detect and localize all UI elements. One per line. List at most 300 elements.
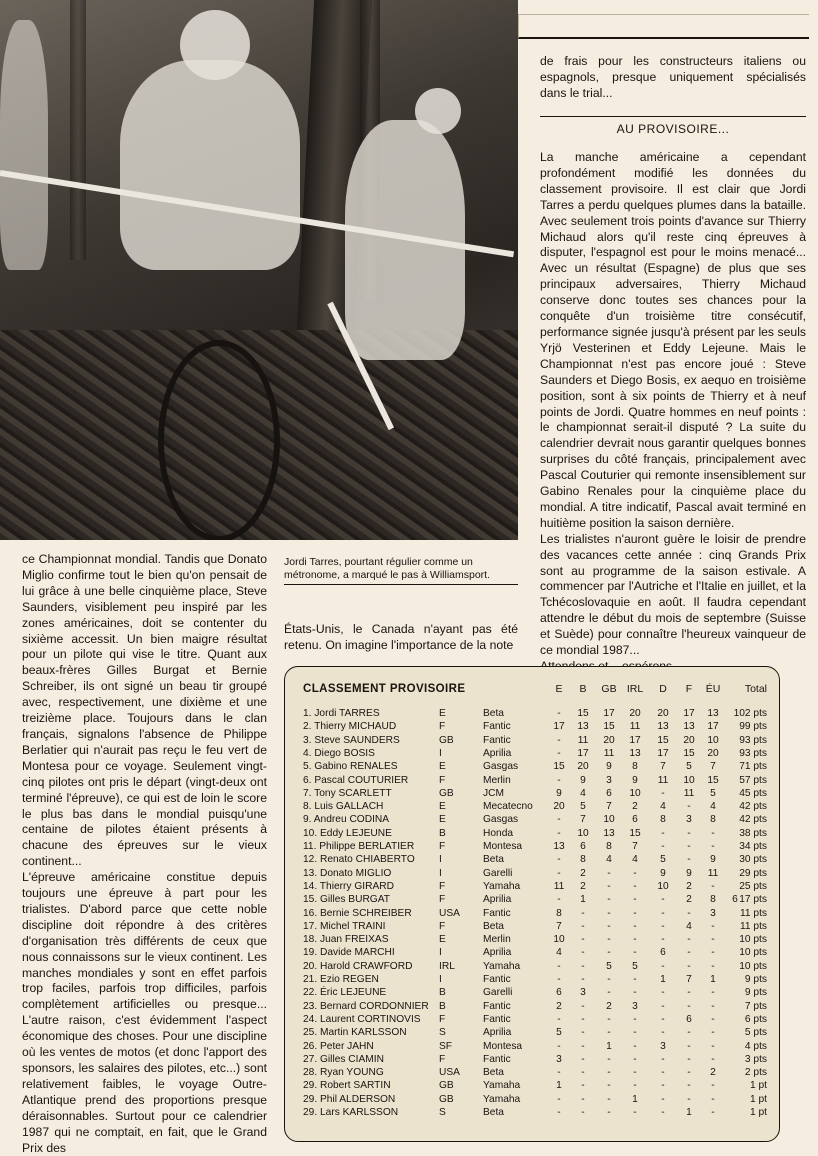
- round-score: -: [661, 907, 665, 919]
- rider-total: 34 pts: [739, 841, 767, 852]
- round-score: 8: [556, 907, 562, 919]
- round-score: -: [711, 960, 715, 972]
- rider-total: 10 pts: [739, 947, 767, 959]
- rider-name: 8. Luis GALLACH: [303, 801, 384, 813]
- round-score: 17: [657, 747, 669, 759]
- round-score: -: [687, 947, 691, 959]
- rider-total: 30 pts: [739, 854, 767, 866]
- page-header-bar: [518, 0, 818, 36]
- round-score: -: [661, 987, 665, 999]
- round-score: -: [633, 1080, 637, 1092]
- round-score: -: [557, 774, 561, 786]
- round-score: -: [687, 1040, 691, 1052]
- round-score: -: [633, 1107, 637, 1118]
- rider-make: Fantic: [483, 734, 511, 746]
- rider-total: 102 pts: [733, 708, 767, 719]
- round-score: -: [687, 841, 691, 852]
- rider-name: 6. Pascal COUTURIER: [303, 774, 409, 786]
- round-score: -: [633, 907, 637, 919]
- rider-name: 1. Jordi TARRES: [303, 708, 380, 719]
- table-row: [285, 827, 779, 840]
- round-score: 11: [577, 734, 589, 746]
- round-score: 3: [632, 1000, 638, 1012]
- rider-nationality: I: [439, 974, 442, 985]
- round-score: 20: [657, 708, 669, 719]
- round-score: 8: [710, 814, 716, 826]
- rider-make: Fantic: [483, 907, 511, 919]
- round-score: -: [711, 1093, 715, 1105]
- paragraph: La manche américaine a cependant profondément modifié les données du classement provisoire. Il est clair que Jordi Tarres a perdu quelques plumes dans la bataille. Avec seulement trois points d'avance sur Thierry Michaud alors qu'il reste cinq épreuves à disputer, l'espagnol est pour le moins menacé... Avec un résultat (Espagne) de plus que ses principaux adversaires, Thierry Michaud conserve donc toutes ses chances pour la conquête d'un troisième titre consécutif, performance signée jusqu'à présent par les seuls Yrjö Vesterinen et Eddy Lejeune. Mais le Championnat n'est pas encore joué : Steve Saunders et Diego Bosis, ex aequo en troisième position, sont à six points de Thierry et à neuf points de Jordi. Quatre hommes en neuf points : le championnat serait-il disputé ? La suite du calendrier devrait nous garantir quelques bonnes surprises du côté français, principalement avec Pascal Couturier qui remonte insensiblement sur Gabino Renales pour la cinquième place du mondial. A titre indicatif, Pascal avait terminé en huitième position la saison dernière.: [540, 150, 806, 530]
- round-score: -: [557, 894, 561, 906]
- round-score: -: [557, 1013, 561, 1025]
- rider-nationality: F: [439, 841, 446, 852]
- standings-table: [284, 666, 780, 1142]
- rider-make: Honda: [483, 827, 514, 839]
- rider-name: 15. Gilles BURGAT: [303, 894, 390, 906]
- round-score: 1: [606, 1040, 612, 1052]
- round-score: 7: [556, 920, 562, 932]
- table-row: [285, 1053, 779, 1066]
- round-score: -: [581, 960, 585, 972]
- round-score: 9: [660, 867, 666, 879]
- round-score: -: [687, 1067, 691, 1079]
- round-score: -: [557, 867, 561, 879]
- round-score: -: [557, 854, 561, 866]
- round-score: -: [607, 1080, 611, 1092]
- round-score: 3: [580, 987, 586, 999]
- table-row: [285, 973, 779, 986]
- round-score: 1: [556, 1080, 562, 1092]
- table-row: [285, 1079, 779, 1092]
- round-score: 9: [580, 774, 586, 786]
- round-score: -: [607, 907, 611, 919]
- round-score: 2: [556, 1000, 562, 1012]
- rider-make: Montesa: [483, 1040, 523, 1052]
- round-score: -: [607, 1067, 611, 1079]
- round-score: 3: [660, 1040, 666, 1052]
- round-score: 11: [629, 721, 641, 733]
- round-score: 4: [556, 947, 562, 959]
- rider-nationality: SF: [439, 1040, 453, 1052]
- rider-total: 42 pts: [739, 801, 767, 813]
- round-score: -: [581, 1040, 585, 1052]
- round-score: -: [557, 960, 561, 972]
- table-header: E: [555, 683, 563, 695]
- round-score: 8: [632, 761, 638, 773]
- round-score: 5: [580, 801, 586, 813]
- round-score: -: [633, 974, 637, 985]
- rider-make: JCM: [483, 787, 504, 799]
- rider-total: 2 pts: [744, 1067, 767, 1079]
- table-header: F: [685, 683, 693, 695]
- round-score: -: [661, 1027, 665, 1039]
- rider-total: 1 pt: [750, 1080, 767, 1092]
- rider-name: 13. Donato MIGLIO: [303, 867, 392, 879]
- rider-total: 93 pts: [739, 734, 767, 746]
- round-score: 4: [606, 854, 612, 866]
- round-score: 1: [710, 974, 716, 985]
- round-score: 2: [686, 880, 692, 892]
- rider-nationality: GB: [439, 1080, 454, 1092]
- round-score: -: [687, 987, 691, 999]
- round-score: -: [607, 987, 611, 999]
- round-score: 17: [553, 721, 565, 733]
- round-score: 20: [603, 734, 615, 746]
- rider-nationality: F: [439, 774, 446, 786]
- round-score: 15: [707, 774, 719, 786]
- round-score: -: [557, 1107, 561, 1118]
- round-score: 17: [707, 721, 719, 733]
- round-score: 11: [657, 774, 669, 786]
- table-row: [285, 720, 779, 733]
- table-row: [285, 986, 779, 999]
- rider-make: Merlin: [483, 934, 511, 946]
- table-row: [285, 734, 779, 747]
- rider-nationality: E: [439, 814, 446, 826]
- round-score: -: [607, 947, 611, 959]
- round-score: 5: [686, 761, 692, 773]
- round-score: 4: [710, 801, 716, 813]
- rider-name: 11. Philippe BERLATIER: [303, 841, 415, 852]
- table-row: [285, 774, 779, 787]
- round-score: 10: [683, 774, 695, 786]
- round-score: 6: [686, 1013, 692, 1025]
- round-score: 9: [556, 787, 562, 799]
- round-score: -: [633, 1067, 637, 1079]
- rider-name: 5. Gabino RENALES: [303, 761, 398, 773]
- rider-nationality: E: [439, 708, 446, 719]
- round-score: -: [633, 1040, 637, 1052]
- round-score: 3: [556, 1053, 562, 1065]
- round-score: -: [633, 880, 637, 892]
- rider-name: 22. Éric LEJEUNE: [303, 987, 387, 999]
- round-score: 15: [629, 827, 641, 839]
- rider-total: 9 pts: [744, 987, 767, 999]
- trial-rider-photo: [0, 0, 518, 540]
- round-score: -: [687, 1093, 691, 1105]
- rider-total: 3 pts: [744, 1053, 767, 1065]
- rider-name: 24. Laurent CORTINOVIS: [303, 1013, 421, 1025]
- round-score: -: [661, 1080, 665, 1092]
- paragraph: ce Championnat mondial. Tandis que Donato Miglio confirme tout le bien qu'on pensait de lui grâce à une belle cinquième place, Steve Saunders, visiblement peu inspiré par les zones américaines, doit se contenter du sixième accessit. Un bien maigre résultat pour un pilote qui vise le titre. Quant aux beaux-frères Gilles Burgat et Bernie Schreiber, ils ont signé un beau tir groupé avec, respectivement, une dixième et une treizième place. Toujours dans le clan français, signalons l'absence de Philippe Berlatier qui n'aurait pas reçu le feu vert de Montesa pour ce voyage. Seulement vingt-cinq pilotes ont pris le départ (vingt-deux ont terminé l'épreuve), ce qui est de loin le score le plus bas dans le mondial puisqu'une centaine de pilotes étaient présents à chacune des épreuves sur le vieux continent...: [22, 552, 267, 869]
- round-score: -: [607, 934, 611, 946]
- table-header: D: [659, 683, 667, 695]
- round-score: -: [607, 920, 611, 932]
- rider-name: 10. Eddy LEJEUNE: [303, 827, 392, 839]
- rider-nationality: I: [439, 867, 442, 879]
- round-score: -: [557, 1093, 561, 1105]
- round-score: -: [607, 1053, 611, 1065]
- round-score: -: [557, 1040, 561, 1052]
- round-score: -: [687, 934, 691, 946]
- round-score: -: [661, 827, 665, 839]
- rider-make: Beta: [483, 920, 504, 932]
- rider-name: 2. Thierry MICHAUD: [303, 721, 397, 733]
- round-score: -: [711, 1080, 715, 1092]
- table-row: [285, 747, 779, 760]
- rider-nationality: USA: [439, 1067, 460, 1079]
- rider-nationality: E: [439, 934, 446, 946]
- table-row: [285, 867, 779, 880]
- rider-name: 26. Peter JAHN: [303, 1040, 374, 1052]
- round-score: -: [661, 1107, 665, 1118]
- rider-make: Fantic: [483, 1053, 511, 1065]
- rider-total: 99 pts: [739, 721, 767, 733]
- rider-total: 7 pts: [744, 1000, 767, 1012]
- round-score: 8: [710, 894, 716, 906]
- rider-make: Fantic: [483, 721, 511, 733]
- rider-total: 11 pts: [740, 920, 767, 932]
- rider-make: Yamaha: [483, 960, 521, 972]
- round-score: -: [557, 734, 561, 746]
- rider-nationality: IRL: [439, 960, 455, 972]
- round-score: 10: [603, 814, 615, 826]
- round-score: 5: [556, 1027, 562, 1039]
- table-row: [285, 853, 779, 866]
- rider-nationality: GB: [439, 787, 454, 799]
- rider-name: 16. Bernie SCHREIBER: [303, 907, 412, 919]
- rider-make: Aprilia: [483, 894, 512, 906]
- round-score: -: [661, 787, 665, 799]
- table-row: [285, 1106, 779, 1119]
- rider-total: 5 pts: [744, 1027, 767, 1039]
- round-score: 20: [553, 801, 565, 813]
- rider-total: 9 pts: [744, 974, 767, 985]
- round-score: -: [661, 1053, 665, 1065]
- rider-total: 1 pt: [750, 1107, 767, 1118]
- round-score: 11: [683, 787, 695, 799]
- round-score: -: [661, 934, 665, 946]
- round-score: -: [711, 1040, 715, 1052]
- round-score: -: [581, 1013, 585, 1025]
- rider-name: 25. Martin KARLSSON: [303, 1027, 407, 1039]
- round-score: -: [711, 1053, 715, 1065]
- rider-nationality: I: [439, 947, 442, 959]
- round-score: 4: [580, 787, 586, 799]
- rider-name: 29. Robert SARTIN: [303, 1080, 391, 1092]
- rider-total: 10 pts: [739, 960, 767, 972]
- right-top-text: de frais pour les constructeurs italiens ou espagnols, presque uniquement spécialisés dans le trial...: [540, 54, 806, 100]
- rider-nationality: I: [439, 747, 442, 759]
- round-score: 2: [686, 894, 692, 906]
- table-row: [285, 1000, 779, 1013]
- round-score: 11: [707, 867, 719, 879]
- round-score: -: [581, 947, 585, 959]
- rider-name: 20. Harold CRAWFORD: [303, 960, 413, 972]
- rider-make: Fantic: [483, 1013, 511, 1025]
- table-row: [285, 880, 779, 893]
- rider-make: Yamaha: [483, 1093, 521, 1105]
- round-score: -: [581, 907, 585, 919]
- round-score: -: [661, 1093, 665, 1105]
- round-score: -: [607, 974, 611, 985]
- round-score: -: [711, 827, 715, 839]
- round-score: -: [661, 920, 665, 932]
- rider-nationality: S: [439, 1027, 446, 1039]
- rider-total: 38 pts: [739, 827, 767, 839]
- round-score: -: [581, 1067, 585, 1079]
- round-score: -: [607, 894, 611, 906]
- rider-name: 19. Davide MARCHI: [303, 947, 395, 959]
- round-score: -: [557, 708, 561, 719]
- paragraph: L'épreuve américaine constitue depuis toujours une épreuve à part pour les trialistes. D'abord parce que cette noble discipline doit répondre à des critères d'organisation très différents de ceux que nous connaissons sur le vieux continent. Les manches mondiales y sont en effet parfois trop faciles, parfois trop difficiles, parfois complètement artificielles ou presque... L'autre raison, c'est évidemment l'aspect économique des choses. Pour une discipline où les ventes de motos (et donc l'apport des sponsors, les salaires des pilotes, etc...) sont relativement faibles, le voyage Outre-Atlantique prend des proportions presque déraisonnables. Surtout pour ce calendrier 1987 qui ne comptait, en fait, que le Grand Prix des: [22, 870, 267, 1155]
- round-score: -: [687, 1080, 691, 1092]
- round-score: -: [633, 987, 637, 999]
- round-score: 3: [686, 814, 692, 826]
- rider-nationality: I: [439, 854, 442, 866]
- table-header: Total: [744, 683, 767, 695]
- rider-make: Garelli: [483, 987, 513, 999]
- round-score: 15: [553, 761, 565, 773]
- table-row: [285, 813, 779, 826]
- round-score: -: [711, 1107, 715, 1118]
- round-score: 13: [577, 721, 589, 733]
- round-score: 7: [660, 761, 666, 773]
- rider-make: Fantic: [483, 1000, 511, 1012]
- round-score: -: [711, 1000, 715, 1012]
- round-score: -: [711, 1013, 715, 1025]
- round-score: -: [711, 920, 715, 932]
- round-score: -: [633, 1013, 637, 1025]
- round-score: 1: [580, 894, 586, 906]
- rider-nationality: E: [439, 761, 446, 773]
- section-rule: [540, 116, 806, 117]
- round-score: 7: [580, 814, 586, 826]
- round-score: 1: [660, 974, 666, 985]
- table-row: [285, 800, 779, 813]
- rider-total: 17 pts: [739, 894, 767, 906]
- rider-nationality: USA: [439, 907, 460, 919]
- right-column-text: [540, 150, 806, 675]
- table-header: IRL: [626, 683, 644, 695]
- round-score: -: [581, 934, 585, 946]
- round-score: 6: [580, 841, 586, 852]
- rider-make: Aprilia: [483, 1027, 512, 1039]
- table-row: [285, 960, 779, 973]
- round-score: -: [661, 894, 665, 906]
- section-heading: AU PROVISOIRE...: [616, 122, 730, 136]
- round-score: 2: [580, 880, 586, 892]
- round-score: -: [557, 747, 561, 759]
- round-score: -: [557, 827, 561, 839]
- rider-nationality: F: [439, 880, 446, 892]
- round-score: 7: [686, 974, 692, 985]
- rider-make: Beta: [483, 1067, 504, 1079]
- round-score: -: [711, 880, 715, 892]
- round-score: -: [633, 947, 637, 959]
- rider-name: 28. Ryan YOUNG: [303, 1067, 384, 1079]
- round-score: 17: [683, 708, 695, 719]
- table-row: [285, 933, 779, 946]
- round-score: -: [687, 827, 691, 839]
- round-score: -: [581, 1053, 585, 1065]
- round-score: 8: [580, 854, 586, 866]
- caption-rule: [284, 584, 518, 585]
- round-score: -: [633, 867, 637, 879]
- round-score: 8: [606, 841, 612, 852]
- photo-caption: Jordi Tarres, pourtant régulier comme un métronome, a marqué le pas à Williamsport.: [284, 556, 490, 581]
- rider-total: 10 pts: [739, 934, 767, 946]
- round-score: 20: [629, 708, 641, 719]
- round-score: 5: [660, 854, 666, 866]
- round-score: 6: [732, 894, 738, 906]
- table-row: [285, 946, 779, 959]
- round-score: 2: [606, 1000, 612, 1012]
- round-score: 1: [686, 1107, 692, 1118]
- table-header: B: [579, 683, 587, 695]
- round-score: 13: [603, 827, 615, 839]
- round-score: 4: [686, 920, 692, 932]
- round-score: 5: [606, 960, 612, 972]
- rider-make: Yamaha: [483, 1080, 521, 1092]
- rider-make: Aprilia: [483, 747, 512, 759]
- round-score: -: [633, 1053, 637, 1065]
- round-score: -: [711, 934, 715, 946]
- round-score: -: [687, 1053, 691, 1065]
- round-score: 11: [553, 880, 565, 892]
- rider-nationality: F: [439, 721, 446, 733]
- round-score: 13: [707, 708, 719, 719]
- round-score: -: [633, 934, 637, 946]
- rider-name: 3. Steve SAUNDERS: [303, 734, 400, 746]
- round-score: 3: [710, 907, 716, 919]
- round-score: 15: [683, 747, 695, 759]
- round-score: -: [557, 1067, 561, 1079]
- round-score: -: [607, 1107, 611, 1118]
- table-row: [285, 840, 779, 853]
- round-score: -: [687, 960, 691, 972]
- round-score: 17: [629, 734, 641, 746]
- round-score: -: [687, 801, 691, 813]
- rider-nationality: B: [439, 827, 446, 839]
- table-row: [285, 760, 779, 773]
- round-score: -: [661, 1067, 665, 1079]
- rider-name: 27. Gilles CIAMIN: [303, 1053, 384, 1065]
- round-score: -: [661, 841, 665, 852]
- round-score: -: [633, 894, 637, 906]
- round-score: -: [711, 947, 715, 959]
- round-score: -: [687, 1000, 691, 1012]
- rider-nationality: F: [439, 920, 446, 932]
- round-score: -: [607, 1027, 611, 1039]
- round-score: -: [607, 1013, 611, 1025]
- table-row: [285, 1026, 779, 1039]
- round-score: -: [581, 1080, 585, 1092]
- rider-make: Mecatecno: [483, 801, 533, 813]
- round-score: -: [687, 1027, 691, 1039]
- round-score: -: [607, 1093, 611, 1105]
- rider-total: 57 pts: [739, 774, 767, 786]
- round-score: -: [711, 987, 715, 999]
- round-score: 9: [632, 774, 638, 786]
- round-score: 5: [632, 960, 638, 972]
- rider-make: Gasgas: [483, 761, 519, 773]
- round-score: -: [581, 1093, 585, 1105]
- middle-text: États-Unis, le Canada n'ayant pas été retenu. On imagine l'importance de la note: [284, 622, 518, 652]
- round-score: 6: [606, 787, 612, 799]
- rider-name: 29. Phil ALDERSON: [303, 1093, 396, 1105]
- rider-nationality: S: [439, 1107, 446, 1118]
- rider-make: Gasgas: [483, 814, 519, 826]
- table-row: [285, 907, 779, 920]
- rider-name: 21. Ezio REGEN: [303, 974, 379, 985]
- rider-total: 29 pts: [739, 867, 767, 879]
- round-score: 17: [577, 747, 589, 759]
- round-score: 6: [660, 947, 666, 959]
- round-score: -: [607, 867, 611, 879]
- rider-total: 71 pts: [739, 761, 767, 773]
- round-score: -: [711, 1027, 715, 1039]
